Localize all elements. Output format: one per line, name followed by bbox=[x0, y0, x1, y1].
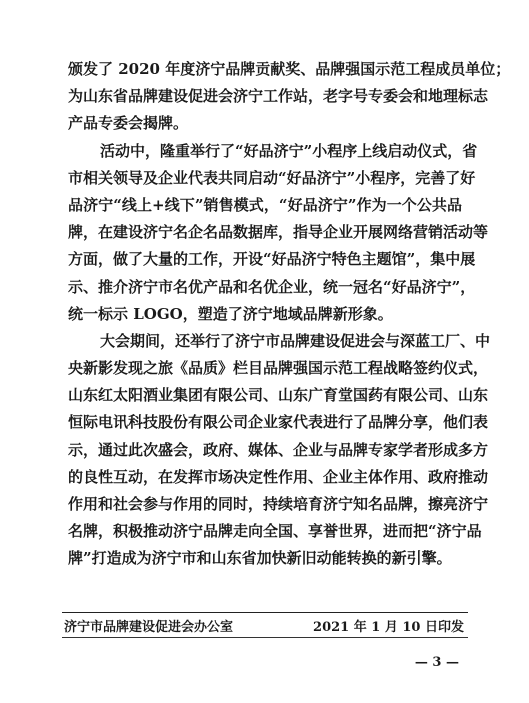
body-line: 方面，做了大量的工作，开设“好品济宁特色主题馆”，集中展 bbox=[68, 250, 476, 269]
footer-bottom-rule bbox=[62, 637, 468, 638]
footer-row bbox=[62, 613, 468, 637]
body-line: 市相关领导及企业代表共同启动“好品济宁”小程序，完善了好 bbox=[68, 168, 476, 187]
body-line: 示，通过此次盛会，政府、媒体、企业与品牌专家学者形成多方 bbox=[68, 440, 489, 459]
body-line: 的良性互动，在发挥市场决定性作用、企业主体作用、政府推动 bbox=[68, 467, 489, 486]
body-line: 统一标示 LOGO，塑造了济宁地域品牌新形象。 bbox=[68, 304, 393, 323]
body-line: 山东红太阳酒业集团有限公司、山东广育堂国药有限公司、山东 bbox=[68, 386, 489, 405]
document-body bbox=[68, 56, 511, 573]
body-line: 恒际电讯科技股份有限公司企业家代表进行了品牌分享，他们表 bbox=[68, 413, 489, 432]
body-line: 为山东省品牌建设促进会济宁工作站，老字号专委会和地理标志 bbox=[68, 87, 489, 106]
body-line: 颁发了 2020 年度济宁品牌贡献奖、品牌强国示范工程成员单位； bbox=[68, 60, 511, 78]
body-line: 产品专委会揭牌。 bbox=[68, 114, 189, 133]
body-line: 作用和社会参与作用的同时，持续培育济宁知名品牌，擦亮济宁 bbox=[68, 495, 489, 513]
body-line: 央新影发现之旅《品质》栏目品牌强国示范工程战略签约仪式， bbox=[68, 359, 489, 378]
print-date: 2021 年 1 月 10 日印发 bbox=[313, 619, 464, 635]
page-number: — 3 — bbox=[414, 655, 459, 670]
body-line: 活动中，隆重举行了“好品济宁”小程序上线启动仪式，省 bbox=[100, 141, 478, 160]
body-line: 牌”打造成为济宁市和山东省加快新旧动能转换的新引擎。 bbox=[68, 549, 452, 568]
body-line: 牌，在建设济宁名企名品数据库，指导企业开展网络营销活动等 bbox=[68, 223, 489, 242]
document-footer bbox=[62, 612, 468, 638]
issuer-name: 济宁市品牌建设促进会办公室 bbox=[64, 619, 234, 635]
body-line: 示、推介济宁市名优产品和名优企业，统一冠名“好品济宁”， bbox=[68, 277, 476, 296]
body-line: 大会期间，还举行了济宁市品牌建设促进会与深蓝工厂、中 bbox=[100, 331, 491, 350]
body-line: 名牌，积极推动济宁品牌走向全国、享誉世界，进而把“济宁品 bbox=[68, 522, 482, 541]
body-line: 品济宁“线上+线下”销售模式，“好品济宁”作为一个公共品 bbox=[68, 195, 462, 214]
